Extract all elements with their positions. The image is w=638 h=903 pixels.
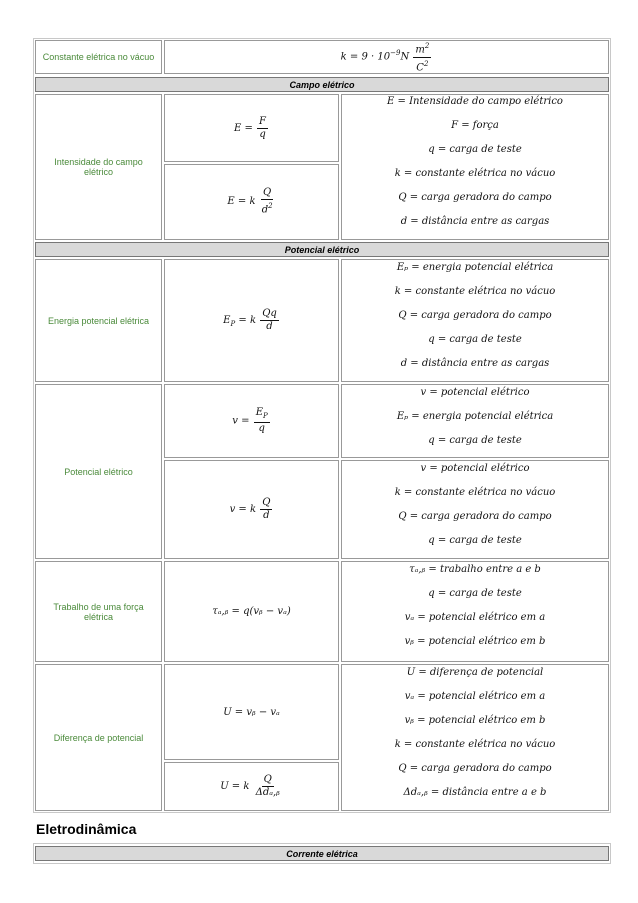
potencial-desc2-1: k = constante elétrica no vácuo [394, 487, 556, 498]
diferenca-desc-1: vₐ = potencial elétrico em a [404, 691, 546, 702]
diferenca-desc-4: Q = carga geradora do campo [398, 763, 552, 774]
potencial-desc-2-cell [341, 460, 609, 559]
energia-desc-1: k = constante elétrica no vácuo [394, 286, 556, 297]
campo-desc-1: F = força [451, 120, 499, 131]
campo-desc-2: q = carga de teste [428, 144, 522, 155]
trabalho-formula: τₐ,ᵦ = q(vᵦ − vₐ) [212, 606, 291, 617]
campo-desc-3: k = constante elétrica no vácuo [394, 168, 556, 179]
diferenca-desc-0: U = diferença de potencial [406, 667, 544, 678]
energia-label-cell [35, 259, 162, 382]
const-label-cell [35, 40, 162, 74]
section-header-potencial: Potencial elétrico [35, 242, 609, 257]
campo-desc-cell [341, 94, 609, 240]
diferenca-label: Diferença de potencial [53, 732, 144, 743]
potencial-desc2-0: v = potencial elétrico [420, 463, 530, 474]
diferenca-desc-2: vᵦ = potencial elétrico em b [404, 715, 546, 726]
energia-desc-0: Eₚ = energia potencial elétrica [396, 262, 554, 273]
trabalho-label: Trabalho de uma força elétrica [53, 601, 144, 622]
potencial-desc2-2: Q = carga geradora do campo [398, 511, 552, 522]
trabalho-desc-2: vₐ = potencial elétrico em a [404, 612, 546, 623]
energia-formula: $E_P = k$ $\frac{Qq}{d}$ [223, 308, 277, 332]
trabalho-label-cell [35, 561, 162, 662]
energia-desc-3: q = carga de teste [428, 334, 522, 345]
potencial-desc1-2: q = carga de teste [428, 435, 522, 446]
campo-desc-0: E = Intensidade do campo elétrico [387, 96, 563, 107]
const-formula: $k = 9 \cdot 10^{-9}N$ $\frac{m^2}{C^2}$ [340, 42, 430, 73]
potencial-desc1-0: v = potencial elétrico [420, 387, 530, 398]
trabalho-formula-cell [164, 561, 339, 662]
diferenca-desc-cell [341, 664, 609, 811]
energia-desc-cell [341, 259, 609, 382]
section-header-campo: Campo elétrico [35, 77, 609, 92]
const-label: Constante elétrica no vácuo [42, 52, 155, 62]
potencial-label-cell [35, 384, 162, 559]
potencial-formula-1: v = $\frac{E_P}{q}$ [232, 407, 268, 434]
diferenca-desc-5: Δdₐ,ᵦ = distância entre a e b [403, 787, 547, 798]
trabalho-desc-3: vᵦ = potencial elétrico em b [404, 636, 546, 647]
diferenca-desc-3: k = constante elétrica no vácuo [394, 739, 556, 750]
potencial-formula-2: v = k $\frac{Q}{d}$ [229, 497, 271, 521]
energia-desc-2: Q = carga geradora do campo [398, 310, 552, 321]
potencial-formula-1-cell [164, 384, 339, 458]
campo-formula-1-cell [164, 94, 339, 162]
campo-desc-4: Q = carga geradora do campo [398, 192, 552, 203]
trabalho-desc-0: τₐ,ᵦ = trabalho entre a e b [409, 564, 541, 575]
potencial-desc1-1: Eₚ = energia potencial elétrica [396, 411, 554, 422]
potencial-label: Potencial elétrico [64, 466, 133, 477]
diferenca-formula-1-cell [164, 664, 339, 760]
campo-desc-5: d = distância entre as cargas [400, 216, 550, 227]
const-formula-cell [164, 40, 609, 74]
diferenca-formula-1: U = vᵦ − vₐ [223, 706, 280, 718]
campo-formula-2: E = k $\frac{Q}{d^2}$ [227, 187, 273, 216]
diferenca-formula-2: U = k $\frac{Q}{\text{Δdₐ,ᵦ}}$ [220, 774, 280, 798]
potencial-desc-1-cell [341, 384, 609, 458]
potencial-formula-2-cell [164, 460, 339, 559]
section-header-corrente: Corrente elétrica [35, 846, 609, 861]
campo-label: Intensidade do campo elétrico [54, 157, 143, 177]
campo-label-cell [35, 94, 162, 240]
energia-desc-4: d = distância entre as cargas [400, 358, 550, 369]
diferenca-label-cell [35, 664, 162, 811]
energia-formula-cell [164, 259, 339, 382]
eletrodinamica-title: Eletrodinâmica [36, 821, 137, 837]
trabalho-desc-cell [341, 561, 609, 662]
trabalho-desc-1: q = carga de teste [428, 588, 522, 599]
campo-formula-2-cell [164, 164, 339, 240]
diferenca-formula-2-cell [164, 762, 339, 811]
potencial-desc2-3: q = carga de teste [428, 535, 522, 546]
campo-formula-1: E = $\frac{F}{q}$ [234, 115, 266, 140]
energia-label: Energia potencial elétrica [47, 315, 150, 326]
